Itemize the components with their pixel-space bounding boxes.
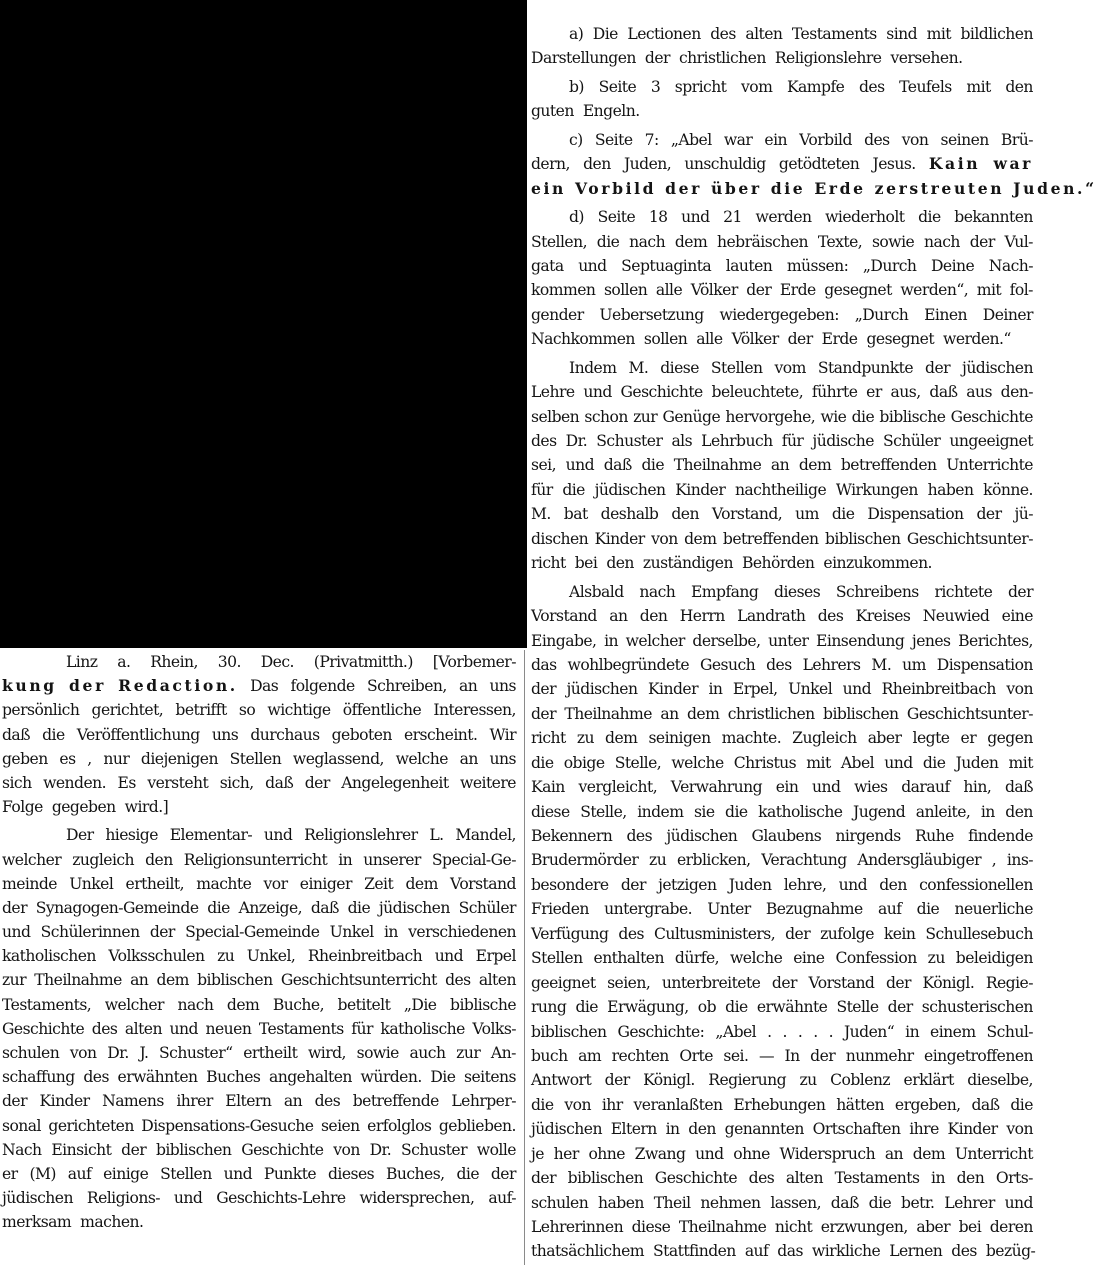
- text-line: M. bat deshalb den Vorstand, um die Dispensation der jü-: [531, 505, 1033, 524]
- text-line: der Kinder Namens ihrer Eltern an des betreffende Lehrper-: [2, 1092, 516, 1111]
- redacted-black-area: [0, 0, 527, 648]
- text-line: Frieden untergrabe. Unter Bezugnahme auf die neuerliche: [531, 900, 1033, 919]
- text-line: katholischen Volksschulen zu Unkel, Rheinbreitbach und Erpel: [2, 947, 516, 966]
- text-line: Testaments, welcher nach dem Buche, betitelt „Die biblische: [2, 995, 516, 1014]
- text-line: schulen haben Theil nehmen lassen, daß die betr. Lehrer und: [531, 1193, 1033, 1212]
- column-divider: [524, 650, 525, 1265]
- text-line: schaffung des erwähnten Buches angehalten würden. Die seitens: [2, 1068, 516, 1087]
- text-line: Geschichte des alten und neuen Testaments für katholische Volks-: [2, 1019, 516, 1038]
- text-line: Kain vergleicht, Verwahrung ein und wies darauf hin, daß: [531, 778, 1033, 797]
- text-line: zur Theilnahme an dem biblischen Geschichtsunterricht des alten: [2, 971, 516, 990]
- text-line: besondere der jetzigen Juden lehre, und den confessionellen: [531, 875, 1033, 894]
- text-line: Lehre und Geschichte beleuchtete, führte er aus, daß aus den-: [531, 383, 1033, 402]
- text-line: meinde Unkel ertheilt, machte vor einiger Zeit dem Vorstand: [2, 874, 516, 893]
- text-line: je her ohne Zwang und ohne Widerspruch an dem Unterricht: [531, 1144, 1033, 1163]
- text-line: dern, den Juden, unschuldig getödteten Jesus. Kain war: [531, 154, 1033, 174]
- text-line: das wohlbegründete Gesuch des Lehrers M. um Dispensation: [531, 655, 1033, 674]
- text-line: thatsächlichem Stattfinden auf das wirkliche Lernen des bezüg-: [531, 1242, 1036, 1261]
- text-line: der jüdischen Kinder in Erpel, Unkel und Rheinbreitbach von: [531, 680, 1033, 699]
- text-line: welcher zugleich den Religionsunterricht in unserer Special-Ge-: [2, 850, 516, 869]
- text-line: Brudermörder zu erblicken, Verachtung Andersgläubiger , ins-: [531, 851, 1033, 870]
- text-line: buch am rechten Orte sei. — In der nunmehr eingetroffenen: [531, 1046, 1033, 1065]
- text-line: die obige Stelle, welche Christus mit Abel und die Juden mit: [531, 753, 1033, 772]
- text-line: b) Seite 3 spricht vom Kampfe des Teufels mit den: [569, 77, 1033, 96]
- text-line: Nach Einsicht der biblischen Geschichte von Dr. Schuster wolle: [2, 1140, 516, 1159]
- text-line: jüdischen Eltern in den genannten Ortschaften ihre Kinder von: [531, 1120, 1033, 1139]
- text-line: jüdischen Religions- und Geschichts-Lehre widersprechen, auf-: [2, 1189, 516, 1208]
- text-line: a) Die Lectionen des alten Testaments sind mit bildlichen: [569, 25, 1033, 43]
- text-line: Bekennern des jüdischen Glaubens nirgends Ruhe findende: [531, 827, 1033, 845]
- text-line: für die jüdischen Kinder nachtheilige Wirkungen haben könne.: [531, 480, 1033, 499]
- text-line: Darstellungen der christlichen Religionslehre versehen.: [531, 49, 963, 68]
- text-line: Nachkommen sollen alle Völker der Erde gesegnet werden.“: [531, 330, 1011, 349]
- text-line: und Schülerinnen der Special-Gemeinde Unkel in verschiedenen: [2, 923, 516, 942]
- text-line: guten Engeln.: [531, 102, 640, 121]
- text-line: des Dr. Schuster als Lehrbuch für jüdische Schüler ungeeignet: [531, 432, 1033, 450]
- text-line: sei, und daß die Theilnahme an dem betreffenden Unterrichte: [531, 456, 1033, 475]
- text-line: sonal gerichteten Dispensations-Gesuche seien erfolglos geblieben.: [2, 1116, 516, 1135]
- text-line: Stellen, die nach dem hebräischen Texte, sowie nach der Vul-: [531, 232, 1033, 251]
- text-line: der Synagogen-Gemeinde die Anzeige, daß die jüdischen Schüler: [2, 898, 516, 917]
- text-line: Verfügung des Cultusministers, der zufolge kein Schullesebuch: [531, 924, 1033, 943]
- text-line: dischen Kinder von dem betreffenden biblischen Geschichtsunter-: [531, 529, 1033, 548]
- right-column: [531, 22, 1097, 1262]
- text-line: geben es , nur diejenigen Stellen weglassend, welche an uns: [2, 749, 516, 768]
- text-line: Antwort der Königl. Regierung zu Coblenz erklärt dieselbe,: [531, 1071, 1033, 1090]
- text-line: persönlich gerichtet, betrifft so wichtige öffentliche Interessen,: [2, 701, 516, 720]
- text-line: Linz a. Rhein, 30. Dec. (Privatmitth.) [Vorbemer-: [66, 653, 516, 671]
- text-line: geeignet seien, unterbreitete der Vorstand der Königl. Regie-: [531, 973, 1033, 992]
- text-line: der biblischen Geschichte des alten Testaments in den Orts-: [531, 1169, 1033, 1188]
- text-line: Lehrerinnen diese Theilnahme nicht erzwungen, aber bei deren: [531, 1218, 1033, 1236]
- text-line: Vorstand an den Herrn Landrath des Kreises Neuwied eine: [531, 607, 1033, 626]
- text-line: kommen sollen alle Völker der Erde gesegnet werden“, mit fol-: [531, 281, 1033, 300]
- text-line: Der hiesige Elementar- und Religionslehrer L. Mandel,: [66, 826, 516, 845]
- text-line: Folge gegeben wird.]: [2, 798, 169, 817]
- text-line: diese Stelle, indem sie die katholische Jugend anleite, in den: [531, 802, 1033, 821]
- text-line: rung die Erwägung, ob die erwähnte Stelle der schusterischen: [531, 998, 1033, 1017]
- text-line: schulen von Dr. J. Schuster“ ertheilt wird, sowie auch zur An-: [2, 1044, 516, 1062]
- text-line: die von ihr veranlaßten Erhebungen hätten ergeben, daß die: [531, 1095, 1033, 1114]
- text-line: richt bei den zuständigen Behörden einzukommen.: [531, 554, 932, 573]
- text-line: Eingabe, in welcher derselbe, unter Einsendung jenes Berichtes,: [531, 631, 1033, 650]
- text-line: richt zu dem seinigen machte. Zugleich aber legte er gegen: [531, 729, 1033, 748]
- text-line: sich wenden. Es versteht sich, daß der Angelegenheit weitere: [2, 773, 516, 792]
- text-line: kung der Redaction. Das folgende Schreiben, an uns: [2, 676, 516, 696]
- text-line: Stellen enthalten dürfe, welche eine Confession zu beleidigen: [531, 949, 1033, 968]
- text-line: biblischen Geschichte: „Abel . . . . . Juden“ in einem Schul-: [531, 1022, 1033, 1041]
- text-line: c) Seite 7: „Abel war ein Vorbild des von seinen Brü-: [569, 130, 1033, 149]
- text-line: er (M) auf einige Stellen und Punkte dieses Buches, die der: [2, 1164, 516, 1183]
- left-column: [2, 650, 516, 1260]
- text-line: gender Uebersetzung wiedergegeben: „Durch Einen Deiner: [531, 305, 1033, 324]
- text-line: d) Seite 18 und 21 werden wiederholt die bekannten: [569, 208, 1033, 227]
- text-line: merksam machen.: [2, 1213, 144, 1232]
- text-line: gata und Septuaginta lauten müssen: „Durch Deine Nach-: [531, 256, 1033, 275]
- text-line: der Theilnahme an dem christlichen biblischen Geschichtsunter-: [531, 704, 1033, 723]
- text-line: daß die Veröffentlichung uns durchaus geboten erscheint. Wir: [2, 725, 516, 744]
- text-line: Alsbald nach Empfang dieses Schreibens richtete der: [569, 582, 1033, 601]
- text-line: ein Vorbild der über die Erde zerstreuten Juden.“: [531, 178, 1097, 198]
- text-line: Indem M. diese Stellen vom Standpunkte der jüdischen: [569, 358, 1033, 377]
- text-line: selben schon zur Genüge hervorgehe, wie die biblische Geschichte: [531, 407, 1033, 426]
